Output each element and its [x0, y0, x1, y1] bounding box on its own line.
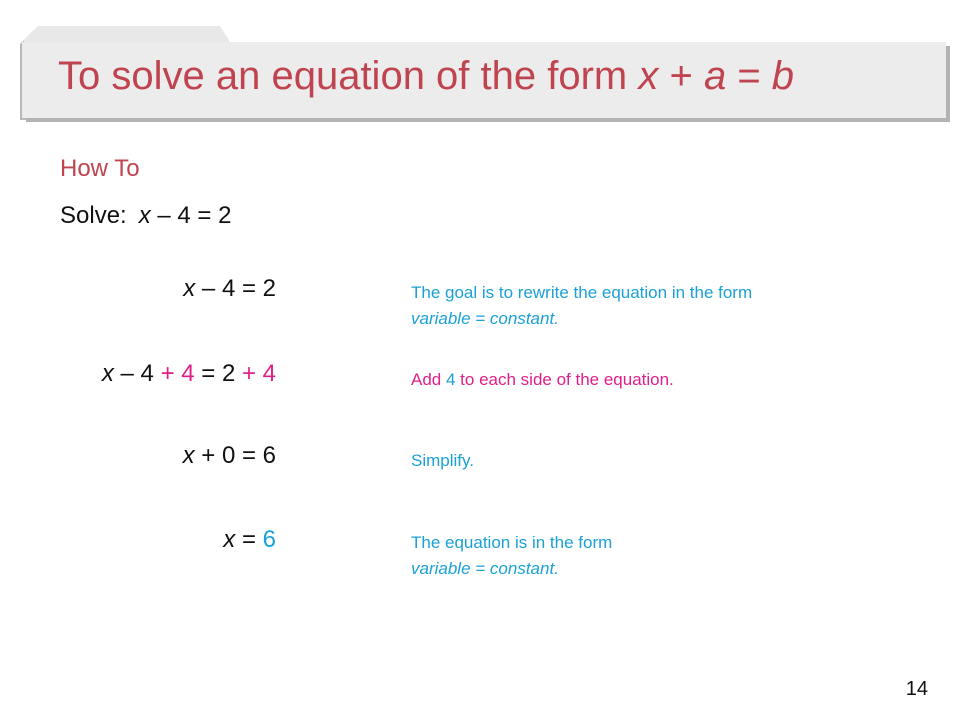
page-number: 14	[905, 678, 928, 700]
title-plus: +	[658, 54, 704, 98]
title-equals: =	[726, 54, 772, 98]
title-text: To solve an equation of the form	[58, 54, 639, 98]
step-1-rest: – 4 = 2	[195, 275, 276, 302]
step-2-part-1: – 4	[113, 360, 161, 387]
step-1-equation	[183, 275, 276, 303]
step-3-rest: + 0 = 6	[194, 442, 276, 469]
step-2-note	[411, 367, 674, 393]
step-2-note-number: 4	[445, 370, 456, 389]
title-var-x: x	[638, 54, 659, 98]
step-3-var: x	[182, 442, 195, 469]
step-3-equation	[183, 442, 276, 470]
step-1-var: x	[183, 275, 196, 302]
solve-label: Solve:	[60, 202, 127, 229]
step-2-part-2: = 2	[194, 360, 242, 387]
step-3-note: Simplify.	[411, 451, 474, 470]
problem-equation	[139, 202, 232, 229]
step-4-note	[411, 530, 612, 582]
step-1-note-line-1: The goal is to rewrite the equation in the form	[411, 283, 753, 302]
step-2-note-after: to each side of the equation.	[455, 370, 674, 389]
step-1-note	[411, 280, 752, 332]
problem-rest: – 4 = 2	[150, 202, 232, 229]
step-2-added-right: + 4	[241, 360, 276, 387]
step-4-note-form: variable = constant.	[411, 559, 559, 578]
title-var-b: b	[771, 54, 795, 98]
section-heading: How To	[60, 155, 140, 182]
problem-statement	[60, 202, 231, 230]
step-1-note-line-2	[411, 306, 752, 332]
step-4-answer: 6	[262, 526, 276, 553]
title-var-a: a	[703, 54, 727, 98]
step-4-equation	[223, 526, 276, 554]
step-4-var: x	[223, 526, 236, 553]
step-4-note-line-1: The equation is in the form	[411, 533, 613, 552]
slide-title	[58, 54, 794, 99]
step-1-note-form: variable = constant.	[411, 309, 559, 328]
step-4-rest: =	[235, 526, 263, 553]
step-2-var: x	[101, 360, 114, 387]
step-4-note-line-2	[411, 556, 612, 582]
step-2-note-before: Add	[411, 370, 446, 389]
step-2-equation	[102, 360, 276, 388]
problem-var: x	[138, 202, 151, 229]
step-2-added-left: + 4	[160, 360, 195, 387]
